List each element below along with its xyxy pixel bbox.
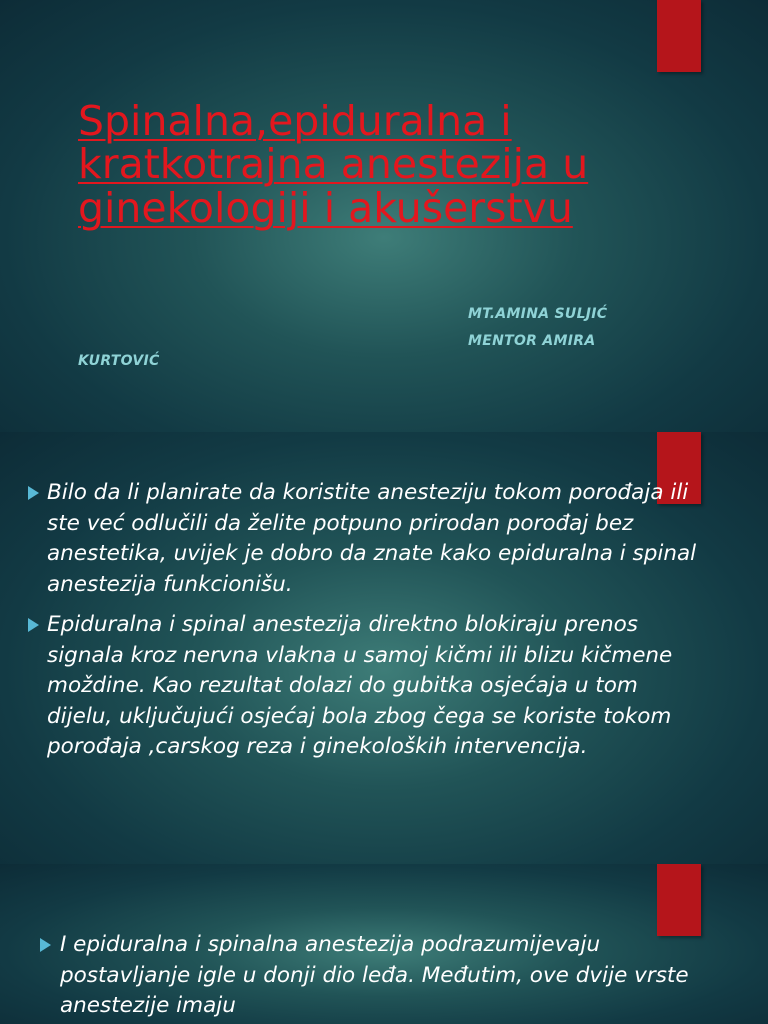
triangle-right-icon bbox=[28, 618, 39, 632]
triangle-right-icon bbox=[28, 486, 39, 500]
subtitle-mentor-surname: KURTOVIĆ bbox=[78, 353, 160, 369]
triangle-right-icon bbox=[40, 938, 51, 952]
bullet-list bbox=[60, 930, 710, 1022]
list-item bbox=[47, 610, 707, 763]
accent-bar bbox=[657, 864, 701, 936]
accent-bar bbox=[657, 0, 701, 72]
subtitle-mentor: MENTOR AMIRA bbox=[468, 333, 596, 349]
bullet-text: I epiduralna i spinalna anestezija podrazumijevaju postavljanje igle u donji dio leđa. Međutim, ove dvije vrste anestezije imaju bbox=[60, 932, 689, 1018]
slide-1 bbox=[0, 0, 768, 432]
bullet-list bbox=[47, 478, 707, 763]
slide-title[interactable]: Spinalna,epiduralna i kratkotrajna anestezija u ginekologiji i akušerstvu bbox=[78, 97, 589, 232]
subtitle-author: MT.AMINA SULJIĆ bbox=[468, 306, 608, 322]
bullet-text: Epiduralna i spinal anestezija direktno blokiraju prenos signala kroz nervna vlakna u samoj kičmi ili blizu kičmene moždine. Kao rezultat dolazi do gubitka osjećaja u tom dijelu, uključujući osjećaj bola zbog čega se koriste tokom porođaja ,carskog reza i ginekoloških intervencija. bbox=[47, 612, 673, 759]
slide-3 bbox=[0, 864, 768, 1024]
list-item bbox=[47, 478, 707, 600]
slide-2 bbox=[0, 432, 768, 864]
list-item bbox=[60, 930, 710, 1022]
bullet-text: Bilo da li planirate da koristite anesteziju tokom porođaja ili ste već odlučili da želite potpuno prirodan porođaj bez anestetika, uvijek je dobro da znate kako epiduralna i spinal anestezija funkcionišu. bbox=[47, 480, 697, 597]
